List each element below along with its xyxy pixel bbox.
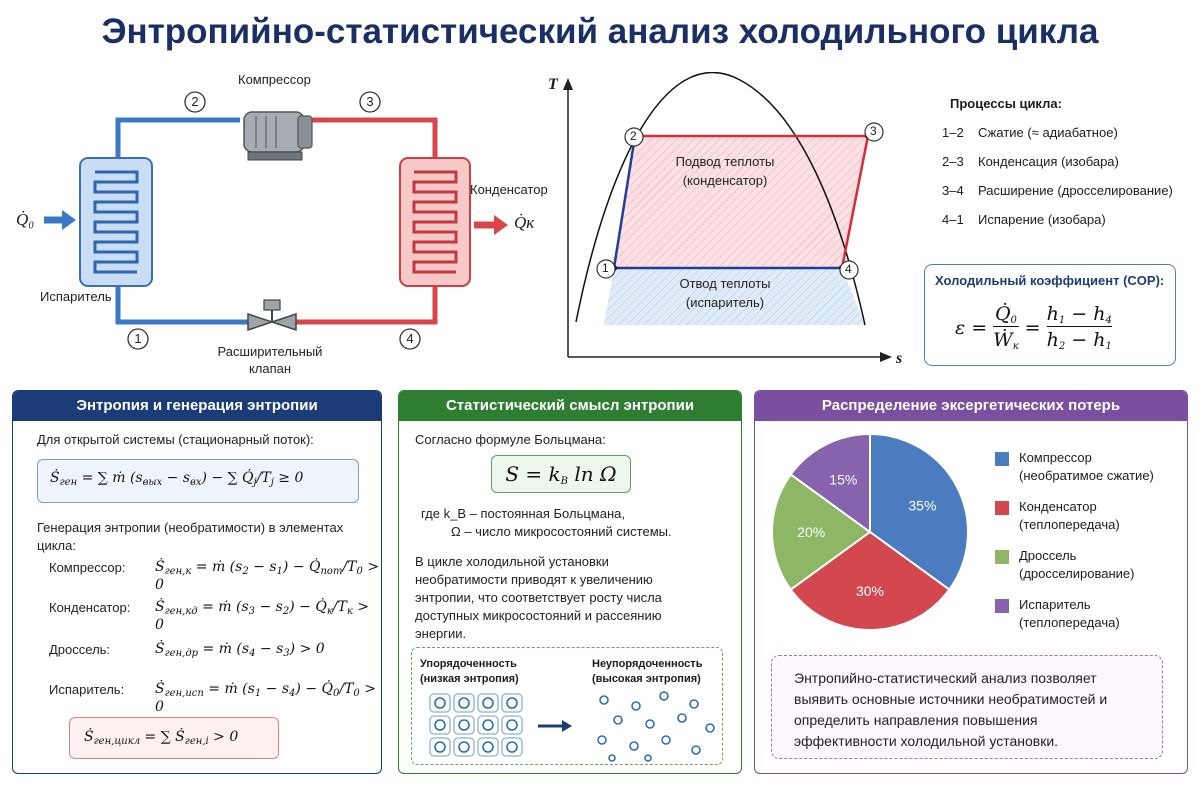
process-text: Испарение (изобара): [978, 212, 1106, 227]
legend-swatch: [995, 452, 1009, 466]
legend-name: Конденсатор: [1019, 499, 1097, 514]
ordered-label-1: Упорядоченность: [420, 658, 517, 670]
legend-name: Компрессор: [1019, 450, 1092, 465]
legend-swatch: [995, 550, 1009, 564]
order-disorder-illustration: [412, 688, 724, 764]
statistics-panel-header: Статистический смысл энтропии: [399, 391, 741, 421]
axis-s-label: s: [896, 350, 903, 367]
legend-swatch: [995, 501, 1009, 515]
conclusion-box: [771, 655, 1163, 759]
process-id: 2–3: [942, 154, 964, 169]
row-formula-throttle: Ṡ$_{ген,др}$ = ṁ $(s_4 - s_3) > 0$: [155, 641, 325, 659]
entropy-panel: [12, 390, 382, 774]
row-label-compressor: Компрессор:: [49, 560, 126, 575]
valve-left: [248, 314, 272, 330]
axis-t-label: T: [548, 76, 558, 93]
cycle-total-box: [69, 717, 279, 759]
heat-out-label-2: (испаритель): [685, 295, 765, 310]
heat-in-label-2: (конденсатор): [682, 173, 768, 188]
row-formula-condenser: Ṡ$_{ген,кд}$ = ṁ $(s_3 - s_2)$ − $Q̇_к/T_к > 0$: [155, 599, 370, 633]
qk-label: Q̇к: [514, 213, 535, 232]
legend-item: [995, 498, 1185, 534]
entropy-balance-formula: Ṡ$_{ген}$ = ∑ ṁ $(s_{вых} - s_{вх})$ − ∑ $Q̇_j/T_j \ge 0$: [50, 470, 304, 488]
legend-name: Испаритель: [1019, 597, 1091, 612]
q0-label: Q̇₀: [16, 210, 35, 229]
heat-out-label-1: Отвод теплоты: [679, 276, 771, 291]
ts-point-1: 1: [602, 261, 609, 275]
pie-label-0: 35%: [908, 497, 937, 514]
pipe-discharge: [310, 120, 435, 160]
ordered-label-2: (низкая энтропия): [420, 673, 519, 685]
pipe-suction: [118, 120, 240, 160]
legend-sub: (дросселирование): [1019, 566, 1135, 581]
legend-sub: (теплопередача): [1019, 615, 1120, 630]
pie-label-2: 20%: [797, 524, 826, 540]
row-label-condenser: Конденсатор:: [49, 600, 131, 615]
conclusion-text: Энтропийно-статистический анализ позволяет выявить основные источники необратимостей и определить направления повышения эффективности холодильной установки.: [794, 670, 1108, 749]
heat-out-arrow: [494, 215, 508, 235]
heat-in-arrow: [62, 210, 76, 230]
condenser-label: Конденсатор: [470, 182, 548, 197]
processes-list: [942, 96, 1192, 241]
boltzmann-intro: Согласно формуле Больцмана:: [415, 432, 606, 447]
compressor-body: [244, 112, 304, 152]
valve-label-1: Расширительный: [217, 344, 323, 359]
process-id: 3–4: [942, 183, 964, 198]
ts-point-2: 2: [630, 129, 637, 143]
valve-right: [272, 314, 296, 330]
boltzmann-box: [491, 455, 631, 493]
row-label-throttle: Дроссель:: [49, 642, 111, 657]
cycle-total-formula: Ṡ$_{ген,цикл}$ = ∑ Ṡ$_{ген,i}$ > 0: [84, 729, 239, 747]
cycle-schematic: [0, 60, 548, 385]
legend-item: [995, 449, 1185, 485]
cop-title: Холодильный коэффициент (COP):: [935, 273, 1165, 288]
legend-item: [995, 596, 1185, 632]
pipe-evap-in: [118, 285, 250, 322]
process-text: Сжатие (≈ адиабатное): [978, 125, 1118, 140]
where-line-1: где k_B – постоянная Больцмана,: [421, 506, 625, 521]
disordered-label-2: (высокая энтропия): [592, 673, 701, 685]
disordered-particles: [598, 692, 714, 761]
legend-text: [1019, 498, 1120, 534]
process-id: 1–2: [942, 125, 964, 140]
ts-point-3: 3: [870, 124, 877, 138]
point-label-1: 1: [134, 331, 142, 346]
ts-diagram: [540, 72, 920, 372]
entropy-intro: Для открытой системы (стационарный поток):: [37, 432, 314, 447]
process-item: [942, 183, 1192, 212]
exergy-legend: [995, 449, 1185, 645]
legend-item: [995, 547, 1185, 583]
point-label-4: 4: [406, 331, 414, 346]
point-label-3: 3: [366, 94, 374, 109]
process-id: 4–1: [942, 212, 964, 227]
ordered-grid: [430, 694, 522, 756]
disordered-label-1: Неупорядоченность: [592, 658, 703, 670]
point-label-2: 2: [191, 94, 199, 109]
ts-diagram-svg: [540, 72, 920, 372]
process-item: [942, 125, 1192, 154]
statistics-panel: [398, 390, 742, 774]
page-title: Энтропийно-статистический анализ холодильного цикла: [101, 12, 1099, 51]
legend-name: Дроссель: [1019, 548, 1077, 563]
pie-label-3: 15%: [829, 471, 858, 488]
row-label-evaporator: Испаритель:: [49, 682, 125, 697]
cop-formula: ε = $Q̇_0$ Ẇ$_к$ = $\frac{h_1 - h_4}{h_2 - h_1}$: [955, 303, 1112, 352]
process-text: Конденсация (изобара): [978, 154, 1119, 169]
compressor-label: Компрессор: [238, 72, 311, 87]
exergy-panel: [754, 390, 1188, 774]
where-line-2: Ω – число микросостояний системы.: [451, 524, 672, 539]
valve-label-2: клапан: [248, 361, 292, 376]
legend-sub: (теплопередача): [1019, 517, 1120, 532]
entropy-panel-header: Энтропия и генерация энтропии: [13, 391, 381, 421]
row-formula-compressor: Ṡ$_{ген,к}$ = ṁ $(s_2 - s_1)$ − $Q̇_{пот}/T_0 > 0$: [155, 559, 380, 593]
legend-text: [1019, 547, 1134, 583]
legend-text: [1019, 449, 1154, 485]
exergy-panel-header: Распределение эксергетических потерь: [755, 391, 1187, 421]
process-item: [942, 212, 1192, 241]
cycle-schematic-svg: [0, 60, 540, 385]
entropy-balance-box: [37, 459, 359, 503]
legend-sub: (необратимое сжатие): [1019, 468, 1154, 483]
process-item: [942, 154, 1192, 183]
process-text: Расширение (дросселирование): [978, 183, 1173, 198]
ts-point-4: 4: [845, 262, 852, 276]
exergy-pie-chart: [765, 427, 975, 637]
order-disorder-box: [411, 647, 723, 765]
row-formula-evaporator: Ṡ$_{ген,исп}$ = ṁ $(s_1 - s_4)$ − $Q̇_0/T_0 > 0$: [155, 681, 376, 715]
boltzmann-formula: $S = k_B$ ln Ω: [505, 462, 617, 487]
evaporator-label: Испаритель: [40, 289, 112, 304]
processes-title: Процессы цикла:: [950, 96, 1062, 111]
heat-in-label-1: Подвод теплоты: [675, 154, 775, 169]
legend-text: [1019, 596, 1120, 632]
entropy-generation-label: Генерация энтропии (необратимости) в элементах цикла:: [37, 520, 344, 553]
stat-paragraph: В цикле холодильной установки необратимости приводят к увеличению энтропии, что соответствует росту числа доступных микросостояний и рассеянию энергии.: [415, 554, 662, 641]
pie-label-1: 30%: [855, 582, 885, 599]
cop-box: [924, 264, 1176, 366]
pipe-liquid: [295, 285, 435, 322]
legend-swatch: [995, 599, 1009, 613]
